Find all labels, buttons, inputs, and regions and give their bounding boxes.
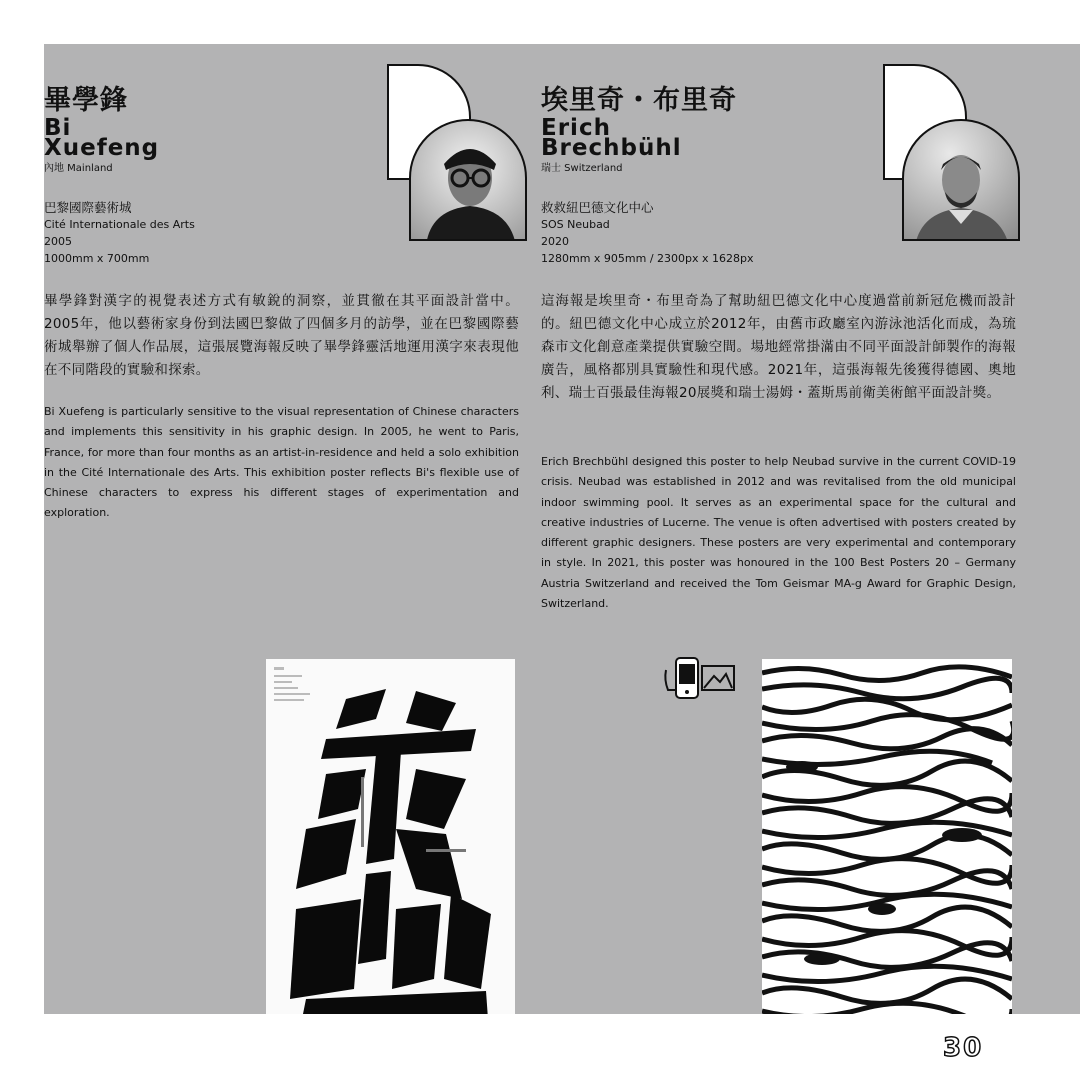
description-en: Erich Brechbühl designed this poster to help Neubad survive in the current COVID-19 crisis. Neubad was established in 2012 and was revitalised from the old municipal indoor swimming pool. It serves as an experimental space for the cultural and creative industries of Lucerne. The venue is often advertised with posters created by different graphic designers. These posters are very experimental and contemporary in style. In 2021, this poster was honoured in the 100 Best Posters 20 – Germany Austria Switzerland and received the Tom Geismar MA-g Award for Graphic Design, Switzerland. [541,455,1016,611]
poster-image-right [762,659,1012,1014]
artist-region: 內地 Mainland [44,163,113,174]
artwork-meta [44,199,195,267]
artist-region: 瑞士 Switzerland [541,163,623,174]
page-number [943,1032,1011,1064]
artist-name-zh: 埃里奇・布里奇 [541,85,737,116]
svg-text:30: 30 [943,1033,984,1063]
artist-name-en: Bi Xuefeng [44,115,160,161]
poster-image-left [266,659,515,1014]
artwork-year: 2020 [541,235,569,248]
artwork-year: 2005 [44,235,72,248]
calligraphy-poster-graphic [266,659,515,1014]
venue-en: Cité Internationale des Arts [44,218,195,231]
artwork-size: 1280mm x 905mm / 2300px x 1628px [541,252,754,265]
artist-name-en: Erich Brechbühl [541,115,682,161]
description-zh: 這海報是埃里奇・布里奇為了幫助紐巴德文化中心度過當前新冠危機而設計的。紐巴德文化中心成立於2012年，由舊市政廳室內游泳池活化而成，為琉森市文化創意產業提供實驗空間。場地經常掛滿由不同平面設計師製作的海報廣告，風格都別具實驗性和現代感。2021年，這張海報先後獲得德國、奧地利、瑞士百張最佳海報20展獎和瑞士湯姆・蓋斯馬前衛美術館平面設計獎。 [541,293,1016,401]
artist-name-zh: 畢學鋒 [44,85,128,116]
phone-scan-icon [662,656,736,700]
stripes-poster-graphic [762,659,1012,1014]
description-zh: 畢學鋒對漢字的視覺表述方式有敏銳的洞察，並貫徹在其平面設計當中。2005年，他以藝術家身份到法國巴黎做了四個多月的訪學，並在巴黎國際藝術城舉辦了個人作品展，這張展覽海報反映了畢學鋒靈活地運用漢字來表現他在不同階段的實驗和探索。 [44,293,519,378]
venue-zh: 巴黎國際藝術城 [44,200,132,215]
artist-portrait-right [897,114,1029,246]
description-en: Bi Xuefeng is particularly sensitive to the visual representation of Chinese characters and implements this sensitivity in his graphic design. In 2005, he went to Paris, France, for more than four months as an artist-in-residence and held a solo exhibition in the Cité Internationale des Arts. This exhibition poster reflects Bi's flexible use of Chinese characters to express his different stages of experimentation and exploration. [44,405,519,520]
venue-en: SOS Neubad [541,218,610,231]
artwork-size: 1000mm x 700mm [44,252,150,265]
artwork-meta [541,199,754,267]
artist-portrait-left [404,114,536,246]
venue-zh: 救救紐巴德文化中心 [541,200,654,215]
content-panel [44,44,1080,1014]
